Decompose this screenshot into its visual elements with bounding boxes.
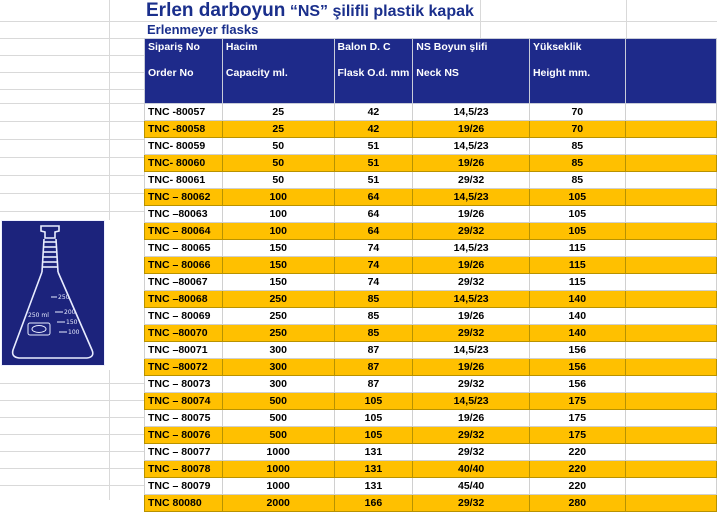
cell-height: 85 xyxy=(529,172,625,189)
cell-empty xyxy=(625,104,716,121)
table-row xyxy=(145,376,717,393)
cell-empty xyxy=(625,291,716,308)
cell-flask-od: 166 xyxy=(334,495,413,512)
table-header-row xyxy=(145,39,717,104)
cell-neck-ns: 14,5/23 xyxy=(413,104,530,121)
cell-height: 140 xyxy=(529,291,625,308)
cell-capacity: 2000 xyxy=(222,495,334,512)
cell-flask-od: 64 xyxy=(334,223,413,240)
cell-neck-ns: 40/40 xyxy=(413,461,530,478)
cell-height: 70 xyxy=(529,121,625,138)
header-flask-od: Balon D. C Flask O.d. mm xyxy=(334,39,413,104)
cell-order-no: TNC -80057 xyxy=(145,104,223,121)
title-part-3: şilifli plastik kapak xyxy=(332,3,474,20)
page-subtitle: Erlenmeyer flasks xyxy=(147,22,259,37)
cell-order-no: TNC -80058 xyxy=(145,121,223,138)
table-row xyxy=(145,291,717,308)
cell-neck-ns: 14,5/23 xyxy=(413,393,530,410)
cell-capacity: 100 xyxy=(222,206,334,223)
cell-height: 70 xyxy=(529,104,625,121)
header-empty xyxy=(625,39,716,104)
cell-empty xyxy=(625,274,716,291)
cell-neck-ns: 29/32 xyxy=(413,274,530,291)
cell-height: 220 xyxy=(529,478,625,495)
table-row xyxy=(145,444,717,461)
cell-flask-od: 131 xyxy=(334,461,413,478)
cell-capacity: 1000 xyxy=(222,461,334,478)
cell-order-no: TNC –80063 xyxy=(145,206,223,223)
header-height: Yükseklik Height mm. xyxy=(529,39,625,104)
cell-neck-ns: 45/40 xyxy=(413,478,530,495)
cell-height: 175 xyxy=(529,427,625,444)
cell-neck-ns: 19/26 xyxy=(413,121,530,138)
cell-order-no: TNC – 80073 xyxy=(145,376,223,393)
table-row xyxy=(145,138,717,155)
cell-height: 175 xyxy=(529,410,625,427)
erlenmeyer-flask-illustration xyxy=(1,220,105,366)
cell-empty xyxy=(625,172,716,189)
table-row xyxy=(145,427,717,444)
table-row xyxy=(145,410,717,427)
cell-flask-od: 131 xyxy=(334,478,413,495)
cell-order-no: TNC- 80059 xyxy=(145,138,223,155)
header-neck-ns: NS Boyun şlifi Neck NS xyxy=(413,39,530,104)
cell-flask-od: 64 xyxy=(334,206,413,223)
cell-empty xyxy=(625,342,716,359)
flask-mark-200: 200 xyxy=(64,309,76,316)
cell-empty xyxy=(625,189,716,206)
flask-mark-250: 250 xyxy=(58,294,70,301)
cell-capacity: 25 xyxy=(222,104,334,121)
cell-empty xyxy=(625,359,716,376)
cell-neck-ns: 14,5/23 xyxy=(413,291,530,308)
cell-empty xyxy=(625,478,716,495)
cell-flask-od: 74 xyxy=(334,274,413,291)
cell-empty xyxy=(625,376,716,393)
cell-empty xyxy=(625,257,716,274)
cell-flask-od: 87 xyxy=(334,376,413,393)
cell-empty xyxy=(625,155,716,172)
cell-capacity: 300 xyxy=(222,342,334,359)
cell-empty xyxy=(625,495,716,512)
cell-neck-ns: 29/32 xyxy=(413,427,530,444)
page-title xyxy=(146,0,474,22)
cell-empty xyxy=(625,444,716,461)
cell-neck-ns: 19/26 xyxy=(413,257,530,274)
cell-flask-od: 105 xyxy=(334,410,413,427)
cell-capacity: 100 xyxy=(222,223,334,240)
cell-neck-ns: 19/26 xyxy=(413,155,530,172)
cell-empty xyxy=(625,223,716,240)
cell-order-no: TNC – 80069 xyxy=(145,308,223,325)
cell-neck-ns: 14,5/23 xyxy=(413,342,530,359)
cell-order-no: TNC- 80061 xyxy=(145,172,223,189)
cell-order-no: TNC – 80075 xyxy=(145,410,223,427)
header-order-no: Sipariş No Order No xyxy=(145,39,223,104)
table-row xyxy=(145,495,717,512)
cell-order-no: TNC 80080 xyxy=(145,495,223,512)
table-row xyxy=(145,478,717,495)
table-row xyxy=(145,104,717,121)
cell-order-no: TNC –80068 xyxy=(145,291,223,308)
cell-neck-ns: 29/32 xyxy=(413,325,530,342)
cell-height: 175 xyxy=(529,393,625,410)
cell-capacity: 1000 xyxy=(222,444,334,461)
table-row xyxy=(145,189,717,206)
cell-height: 115 xyxy=(529,274,625,291)
cell-empty xyxy=(625,393,716,410)
cell-flask-od: 51 xyxy=(334,172,413,189)
cell-height: 105 xyxy=(529,223,625,240)
cell-neck-ns: 19/26 xyxy=(413,359,530,376)
cell-capacity: 300 xyxy=(222,359,334,376)
cell-height: 156 xyxy=(529,359,625,376)
table-row xyxy=(145,461,717,478)
cell-neck-ns: 19/26 xyxy=(413,410,530,427)
flask-mark-150: 150 xyxy=(66,319,78,326)
table-row xyxy=(145,257,717,274)
cell-empty xyxy=(625,308,716,325)
cell-capacity: 150 xyxy=(222,274,334,291)
cell-flask-od: 74 xyxy=(334,257,413,274)
cell-capacity: 100 xyxy=(222,189,334,206)
cell-empty xyxy=(625,121,716,138)
cell-height: 140 xyxy=(529,308,625,325)
cell-neck-ns: 14,5/23 xyxy=(413,189,530,206)
cell-flask-od: 85 xyxy=(334,291,413,308)
cell-capacity: 25 xyxy=(222,121,334,138)
cell-empty xyxy=(625,138,716,155)
table-row xyxy=(145,359,717,376)
cell-height: 85 xyxy=(529,138,625,155)
cell-neck-ns: 29/32 xyxy=(413,223,530,240)
cell-order-no: TNC – 80076 xyxy=(145,427,223,444)
cell-order-no: TNC – 80074 xyxy=(145,393,223,410)
cell-flask-od: 51 xyxy=(334,155,413,172)
cell-capacity: 50 xyxy=(222,172,334,189)
cell-capacity: 250 xyxy=(222,325,334,342)
cell-height: 85 xyxy=(529,155,625,172)
cell-height: 156 xyxy=(529,376,625,393)
header-capacity: Hacim Capacity ml. xyxy=(222,39,334,104)
table-row xyxy=(145,155,717,172)
cell-capacity: 500 xyxy=(222,427,334,444)
cell-capacity: 250 xyxy=(222,308,334,325)
table-row xyxy=(145,172,717,189)
cell-order-no: TNC –80071 xyxy=(145,342,223,359)
cell-height: 105 xyxy=(529,189,625,206)
cell-neck-ns: 29/32 xyxy=(413,495,530,512)
cell-neck-ns: 19/26 xyxy=(413,308,530,325)
cell-height: 280 xyxy=(529,495,625,512)
cell-capacity: 500 xyxy=(222,393,334,410)
cell-flask-od: 105 xyxy=(334,393,413,410)
cell-flask-od: 131 xyxy=(334,444,413,461)
cell-empty xyxy=(625,410,716,427)
cell-capacity: 50 xyxy=(222,138,334,155)
cell-flask-od: 87 xyxy=(334,359,413,376)
table-row xyxy=(145,325,717,342)
cell-capacity: 150 xyxy=(222,257,334,274)
flask-spec-table xyxy=(144,38,717,512)
cell-flask-od: 85 xyxy=(334,308,413,325)
cell-order-no: TNC – 80064 xyxy=(145,223,223,240)
cell-height: 220 xyxy=(529,444,625,461)
cell-height: 105 xyxy=(529,206,625,223)
cell-order-no: TNC- 80060 xyxy=(145,155,223,172)
cell-capacity: 50 xyxy=(222,155,334,172)
cell-order-no: TNC – 80065 xyxy=(145,240,223,257)
cell-empty xyxy=(625,461,716,478)
cell-order-no: TNC –80067 xyxy=(145,274,223,291)
cell-flask-od: 51 xyxy=(334,138,413,155)
cell-order-no: TNC –80070 xyxy=(145,325,223,342)
cell-order-no: TNC –80072 xyxy=(145,359,223,376)
table-row xyxy=(145,308,717,325)
cell-flask-od: 74 xyxy=(334,240,413,257)
cell-capacity: 500 xyxy=(222,410,334,427)
table-row xyxy=(145,206,717,223)
cell-flask-od: 42 xyxy=(334,121,413,138)
flask-capacity-label: 250 ml xyxy=(28,312,49,319)
cell-height: 220 xyxy=(529,461,625,478)
cell-empty xyxy=(625,325,716,342)
cell-flask-od: 64 xyxy=(334,189,413,206)
cell-order-no: TNC – 80062 xyxy=(145,189,223,206)
cell-neck-ns: 19/26 xyxy=(413,206,530,223)
cell-flask-od: 85 xyxy=(334,325,413,342)
table-row xyxy=(145,240,717,257)
cell-height: 156 xyxy=(529,342,625,359)
cell-neck-ns: 14,5/23 xyxy=(413,138,530,155)
cell-capacity: 250 xyxy=(222,291,334,308)
cell-capacity: 150 xyxy=(222,240,334,257)
cell-neck-ns: 29/32 xyxy=(413,376,530,393)
title-part-1: Erlen darboyun xyxy=(146,0,286,21)
cell-empty xyxy=(625,206,716,223)
flask-mark-100: 100 xyxy=(68,329,80,336)
cell-height: 115 xyxy=(529,257,625,274)
cell-flask-od: 105 xyxy=(334,427,413,444)
cell-height: 115 xyxy=(529,240,625,257)
cell-order-no: TNC – 80078 xyxy=(145,461,223,478)
cell-neck-ns: 29/32 xyxy=(413,172,530,189)
cell-capacity: 1000 xyxy=(222,478,334,495)
table-row xyxy=(145,393,717,410)
table-row xyxy=(145,274,717,291)
cell-flask-od: 42 xyxy=(334,104,413,121)
cell-height: 140 xyxy=(529,325,625,342)
title-part-2: “NS” xyxy=(289,3,329,20)
table-row xyxy=(145,342,717,359)
cell-order-no: TNC – 80079 xyxy=(145,478,223,495)
cell-empty xyxy=(625,427,716,444)
cell-empty xyxy=(625,240,716,257)
cell-order-no: TNC – 80077 xyxy=(145,444,223,461)
cell-order-no: TNC – 80066 xyxy=(145,257,223,274)
table-row xyxy=(145,223,717,240)
cell-capacity: 300 xyxy=(222,376,334,393)
cell-flask-od: 87 xyxy=(334,342,413,359)
cell-neck-ns: 14,5/23 xyxy=(413,240,530,257)
flask-icon xyxy=(1,220,105,366)
cell-neck-ns: 29/32 xyxy=(413,444,530,461)
table-row xyxy=(145,121,717,138)
